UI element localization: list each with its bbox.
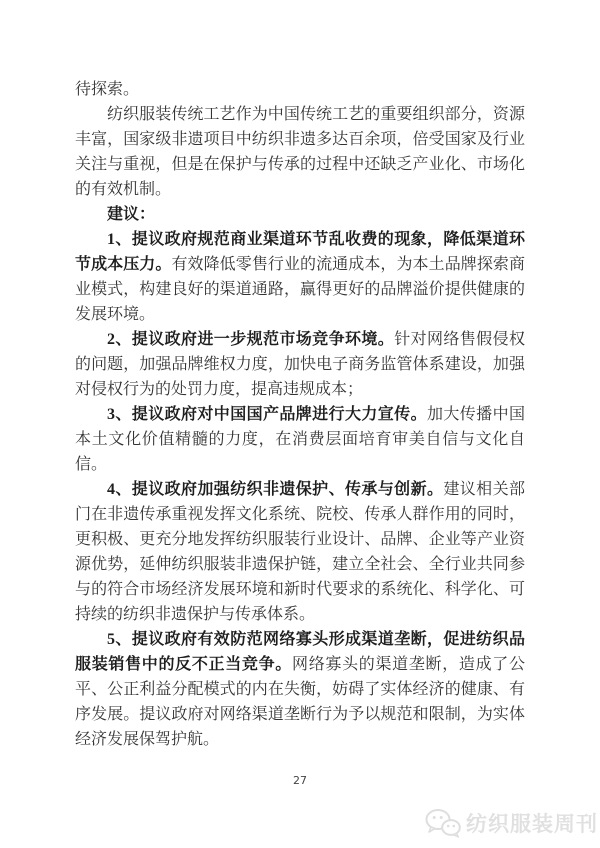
- paragraph-bold-text: 5、提议政府有效防范网络寡头形成渠道垄断，促进纺织品服装销售中的反不正当竞争。: [75, 631, 525, 673]
- paragraph: [75, 402, 525, 477]
- paragraph: [75, 202, 525, 227]
- paragraph-text: 建议相关部门在非遗传承重视发挥文化系统、院校、传承人群作用的同时，更积极、更充分地发挥纺织服装行业设计、品牌、企业等产业资源优势，延伸纺织服装非遗保护链，建立全社会、全行业共同参与的符合市场经济发展环境和新时代要求的系统化、科学化、可持续的纺织非遗保护与传承体系。: [75, 481, 525, 623]
- paragraph-text: 有效降低零售行业的流通成本，为本土品牌探索商业模式，构建良好的渠道通路，赢得更好的品牌溢价提供健康的发展环境。: [75, 256, 525, 323]
- paragraph: [75, 327, 525, 402]
- paragraph-bold-text: 建议：: [107, 206, 156, 223]
- watermark-text: 纺织服装周刊: [466, 813, 598, 836]
- page-number: 27: [293, 774, 307, 787]
- wechat-logo-icon: [425, 808, 461, 838]
- paragraph: [75, 227, 525, 327]
- paragraph-text: 针对网络售假侵权的问题，加强品牌维权力度，加快电子商务监管体系建设，加强对侵权行为的处罚力度，提高违规成本；: [75, 331, 525, 398]
- paragraph-bold-text: 3、提议政府对中国国产品牌进行大力宣传。: [107, 406, 427, 423]
- paragraph-bold-text: 4、提议政府加强纺织非遗保护、传承与创新。: [107, 481, 444, 498]
- watermark: [425, 808, 598, 838]
- paragraph: [75, 627, 525, 752]
- paragraph: [75, 102, 525, 202]
- paragraph: [75, 77, 525, 102]
- paragraph-text: 待探索。: [75, 81, 140, 98]
- paragraph-bold-text: 1、提议政府规范商业渠道环节乱收费的现象，降低渠道环节成本压力。: [75, 231, 525, 273]
- paragraph: [75, 477, 525, 627]
- paragraph-bold-text: 2、提议政府进一步规范市场竞争环境。: [107, 331, 395, 348]
- paragraph-text: 纺织服装传统工艺作为中国传统工艺的重要组织部分，资源丰富，国家级非遗项目中纺织非遗多达百余项，倍受国家及行业关注与重视，但是在保护与传承的过程中还缺乏产业化、市场化的有效机制。: [75, 106, 525, 198]
- paragraph-text: 网络寡头的渠道垄断，造成了公平、公正利益分配模式的内在失衡，妨碍了实体经济的健康、有序发展。提议政府对网络渠道垄断行为予以规范和限制，为实体经济发展保驾护航。: [75, 656, 525, 748]
- paragraph-text: 加大传播中国本土文化价值精髓的力度，在消费层面培育审美自信与文化自信。: [75, 406, 525, 473]
